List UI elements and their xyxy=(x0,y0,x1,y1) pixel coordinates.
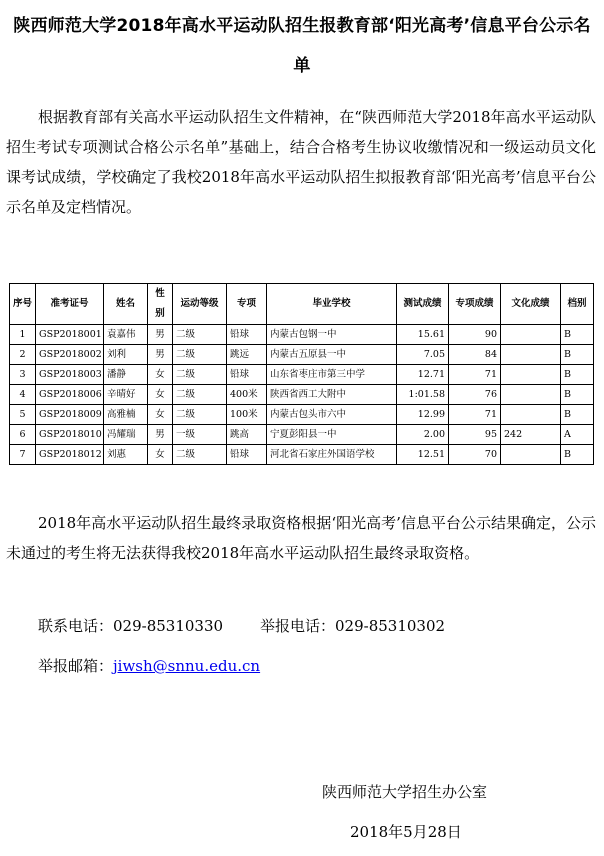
table-cell: 2 xyxy=(10,345,36,365)
table-cell: 跳高 xyxy=(227,425,267,445)
table-cell: 女 xyxy=(148,445,173,465)
table-header-cell: 姓名 xyxy=(104,284,148,325)
table-cell: A xyxy=(561,425,594,445)
table-cell: 陕西省西工大附中 xyxy=(267,385,397,405)
table-cell: 12.71 xyxy=(397,365,449,385)
report-email-row xyxy=(38,656,260,676)
table-cell: 7.05 xyxy=(397,345,449,365)
table-cell: GSP2018012 xyxy=(36,445,104,465)
table-header-cell: 毕业学校 xyxy=(267,284,397,325)
table-cell: 7 xyxy=(10,445,36,465)
table-cell: 15.61 xyxy=(397,325,449,345)
document-title: 陕西师范大学2018年高水平运动队招生报教育部‘阳光高考’信息平台公示名单 xyxy=(13,16,591,76)
table-cell: 二级 xyxy=(173,325,227,345)
table-body xyxy=(10,325,594,465)
table-cell: 二级 xyxy=(173,385,227,405)
table-cell: 男 xyxy=(148,345,173,365)
table-cell xyxy=(501,365,561,385)
table-cell: B xyxy=(561,445,594,465)
table-cell: 242 xyxy=(501,425,561,445)
table-header-cell: 序号 xyxy=(10,284,36,325)
table-header-cell: 运动等级 xyxy=(173,284,227,325)
table-cell: 女 xyxy=(148,405,173,425)
table-cell: 二级 xyxy=(173,365,227,385)
table-cell: GSP2018009 xyxy=(36,405,104,425)
table-cell: 100米 xyxy=(227,405,267,425)
table-cell: 12.99 xyxy=(397,405,449,425)
table-header-cell: 档别 xyxy=(561,284,594,325)
table-cell xyxy=(501,345,561,365)
contact-phone: 联系电话：029-85310330 xyxy=(38,617,224,635)
table-cell: 铅球 xyxy=(227,325,267,345)
table-cell xyxy=(501,385,561,405)
table-cell: 内蒙古五原县一中 xyxy=(267,345,397,365)
table-cell: GSP2018003 xyxy=(36,365,104,385)
table-cell: B xyxy=(561,345,594,365)
table-cell: 6 xyxy=(10,425,36,445)
table-cell: 刘惠 xyxy=(104,445,148,465)
table-cell: 内蒙古包钢一中 xyxy=(267,325,397,345)
table-cell: 84 xyxy=(449,345,501,365)
table-cell: 2.00 xyxy=(397,425,449,445)
table-cell: 铅球 xyxy=(227,365,267,385)
table-cell: 冯耀瑞 xyxy=(104,425,148,445)
table-cell: 4 xyxy=(10,385,36,405)
table-cell: 90 xyxy=(449,325,501,345)
table-cell: 400米 xyxy=(227,385,267,405)
table-header-row xyxy=(10,284,594,325)
table-cell: 宁夏彭阳县一中 xyxy=(267,425,397,445)
table-row xyxy=(10,385,594,405)
table-cell xyxy=(501,405,561,425)
table-cell: 1:01.58 xyxy=(397,385,449,405)
table-cell: 高雅楠 xyxy=(104,405,148,425)
table-cell: 95 xyxy=(449,425,501,445)
table-header-cell: 文化成绩 xyxy=(501,284,561,325)
table-cell: B xyxy=(561,325,594,345)
table-cell: B xyxy=(561,385,594,405)
table-cell: 辛晴好 xyxy=(104,385,148,405)
table-cell: GSP2018001 xyxy=(36,325,104,345)
report-phone: 举报电话：029-85310302 xyxy=(260,617,446,635)
table-cell: 男 xyxy=(148,425,173,445)
table-row xyxy=(10,425,594,445)
table-row xyxy=(10,345,594,365)
table-cell: 内蒙古包头市六中 xyxy=(267,405,397,425)
table-cell: 女 xyxy=(148,365,173,385)
table-cell: GSP2018006 xyxy=(36,385,104,405)
table-row xyxy=(10,445,594,465)
table-cell: 跳远 xyxy=(227,345,267,365)
table-cell: 3 xyxy=(10,365,36,385)
table-cell: 山东省枣庄市第三中学 xyxy=(267,365,397,385)
table-cell xyxy=(501,445,561,465)
intro-paragraph: 根据教育部有关高水平运动队招生文件精神，在“陕西师范大学2018年高水平运动队招生考试专项测试合格公示名单”基础上，结合合格考生协议收缴情况和一级运动员文化课考试成绩，学校确定了我校2018年高水平运动队招生拟报教育部‘阳光高考’信息平台公示名单及定档情况。 xyxy=(6,108,596,216)
table-cell: GSP2018002 xyxy=(36,345,104,365)
table-cell: 1 xyxy=(10,325,36,345)
table-cell: 二级 xyxy=(173,405,227,425)
table-row xyxy=(10,325,594,345)
signature-office: 陕西师范大学招生办公室 xyxy=(322,783,488,801)
table-cell: 12.51 xyxy=(397,445,449,465)
table-cell: GSP2018010 xyxy=(36,425,104,445)
signature-date: 2018年5月28日 xyxy=(350,823,462,841)
table-header-cell: 测试成绩 xyxy=(397,284,449,325)
table-cell: 男 xyxy=(148,325,173,345)
closing-paragraph: 2018年高水平运动队招生最终录取资格根据‘阳光高考’信息平台公示结果确定，公示未通过的考生将无法获得我校2018年高水平运动队招生最终录取资格。 xyxy=(6,514,596,562)
table-header-cell: 专项成绩 xyxy=(449,284,501,325)
table-cell: 河北省石家庄外国语学校 xyxy=(267,445,397,465)
table-cell: 76 xyxy=(449,385,501,405)
report-email-label: 举报邮箱： xyxy=(38,657,114,675)
table-cell: 5 xyxy=(10,405,36,425)
table-cell: 潘静 xyxy=(104,365,148,385)
table-header-cell: 准考证号 xyxy=(36,284,104,325)
table-cell: 一级 xyxy=(173,425,227,445)
table-header-cell: 专项 xyxy=(227,284,267,325)
report-email-link[interactable]: jiwsh@snnu.edu.cn xyxy=(113,657,261,675)
table-cell: 袁嘉伟 xyxy=(104,325,148,345)
table-row xyxy=(10,405,594,425)
table-header-cell: 性别 xyxy=(148,284,173,325)
table-row xyxy=(10,365,594,385)
table-cell xyxy=(501,325,561,345)
table-cell: B xyxy=(561,405,594,425)
table-cell: 70 xyxy=(449,445,501,465)
table-cell: 铅球 xyxy=(227,445,267,465)
table-cell: 女 xyxy=(148,385,173,405)
table-cell: 刘利 xyxy=(104,345,148,365)
candidate-table xyxy=(9,283,594,465)
table-cell: 二级 xyxy=(173,345,227,365)
table-cell: 71 xyxy=(449,365,501,385)
table-cell: 二级 xyxy=(173,445,227,465)
table-cell: 71 xyxy=(449,405,501,425)
table-cell: B xyxy=(561,365,594,385)
